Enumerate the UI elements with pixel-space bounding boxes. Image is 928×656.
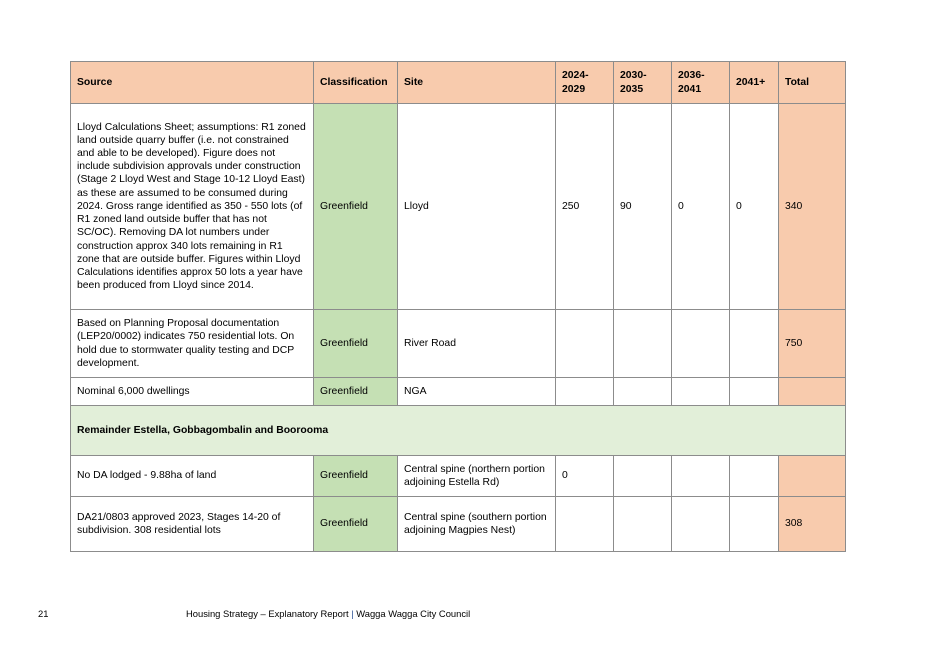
total-cell [779,378,846,406]
header-2030-2035: 2030- 2035 [614,62,672,104]
period-2041-plus-cell: 0 [730,104,779,310]
source-cell: DA21/0803 approved 2023, Stages 14-20 of subdivision. 308 residential lots [71,497,314,552]
period-2036-2041-cell [672,310,730,378]
site-cell: Lloyd [398,104,556,310]
period-2030-2035-cell [614,497,672,552]
period-2041-plus-cell [730,310,779,378]
period-2036-2041-cell [672,497,730,552]
total-cell: 750 [779,310,846,378]
site-cell: Central spine (northern portion adjoining Estella Rd) [398,456,556,497]
period-2024-2029-cell: 0 [556,456,614,497]
period-2036-2041-cell [672,378,730,406]
header-total: Total [779,62,846,104]
classification-cell: Greenfield [314,104,398,310]
header-source: Source [71,62,314,104]
period-2036-2041-cell [672,456,730,497]
section-row [71,406,846,456]
table-row [71,310,846,378]
period-2024-2029-cell [556,378,614,406]
classification-cell: Greenfield [314,497,398,552]
footer-organisation: Wagga Wagga City Council [356,608,471,619]
total-cell: 340 [779,104,846,310]
header-row [71,62,846,104]
source-cell: No DA lodged - 9.88ha of land [71,456,314,497]
site-cell: River Road [398,310,556,378]
source-cell: Based on Planning Proposal documentation (LEP20/0002) indicates 750 residential lots. On hold due to stormwater quality testing and DCP development. [71,310,314,378]
source-cell: Nominal 6,000 dwellings [71,378,314,406]
period-2024-2029-cell [556,310,614,378]
header-2024-2029: 2024- 2029 [556,62,614,104]
period-2030-2035-cell [614,310,672,378]
classification-cell: Greenfield [314,378,398,406]
table-row [71,456,846,497]
total-cell: 308 [779,497,846,552]
period-2036-2041-cell: 0 [672,104,730,310]
table-row [71,104,846,310]
table-row [71,497,846,552]
section-heading: Remainder Estella, Gobbagombalin and Boorooma [71,406,846,456]
table-row [71,378,846,406]
footer-separator: | [351,608,354,619]
site-cell: NGA [398,378,556,406]
period-2024-2029-cell [556,497,614,552]
footer-text [186,608,470,619]
housing-supply-table [70,61,846,552]
total-cell [779,456,846,497]
header-2041-plus: 2041+ [730,62,779,104]
period-2041-plus-cell [730,456,779,497]
period-2041-plus-cell [730,378,779,406]
classification-cell: Greenfield [314,456,398,497]
page-number: 21 [38,608,49,619]
site-cell: Central spine (southern portion adjoining Magpies Nest) [398,497,556,552]
classification-cell: Greenfield [314,310,398,378]
header-classification: Classification [314,62,398,104]
header-site: Site [398,62,556,104]
footer-title: Housing Strategy – Explanatory Report [186,608,349,619]
period-2030-2035-cell: 90 [614,104,672,310]
period-2030-2035-cell [614,378,672,406]
period-2041-plus-cell [730,497,779,552]
header-2036-2041: 2036- 2041 [672,62,730,104]
source-cell: Lloyd Calculations Sheet; assumptions: R1 zoned land outside quarry buffer (i.e. not constrained and able to be developed). Figure does not include subdivision approvals under construction (Stage 2 Lloyd West and Stage 10-12 Lloyd East) as these are assumed to be consumed during 2024. Gross range identified as 350 - 550 lots (of R1 zoned land outside buffer that has not SC/OC). Removing DA lot numbers under construction approx 340 lots remaining in R1 zone that are outside buffer. Figures within Lloyd Calculations identifies approx 50 lots a year have been produced from Lloyd since 2014. [71,104,314,310]
period-2024-2029-cell: 250 [556,104,614,310]
period-2030-2035-cell [614,456,672,497]
